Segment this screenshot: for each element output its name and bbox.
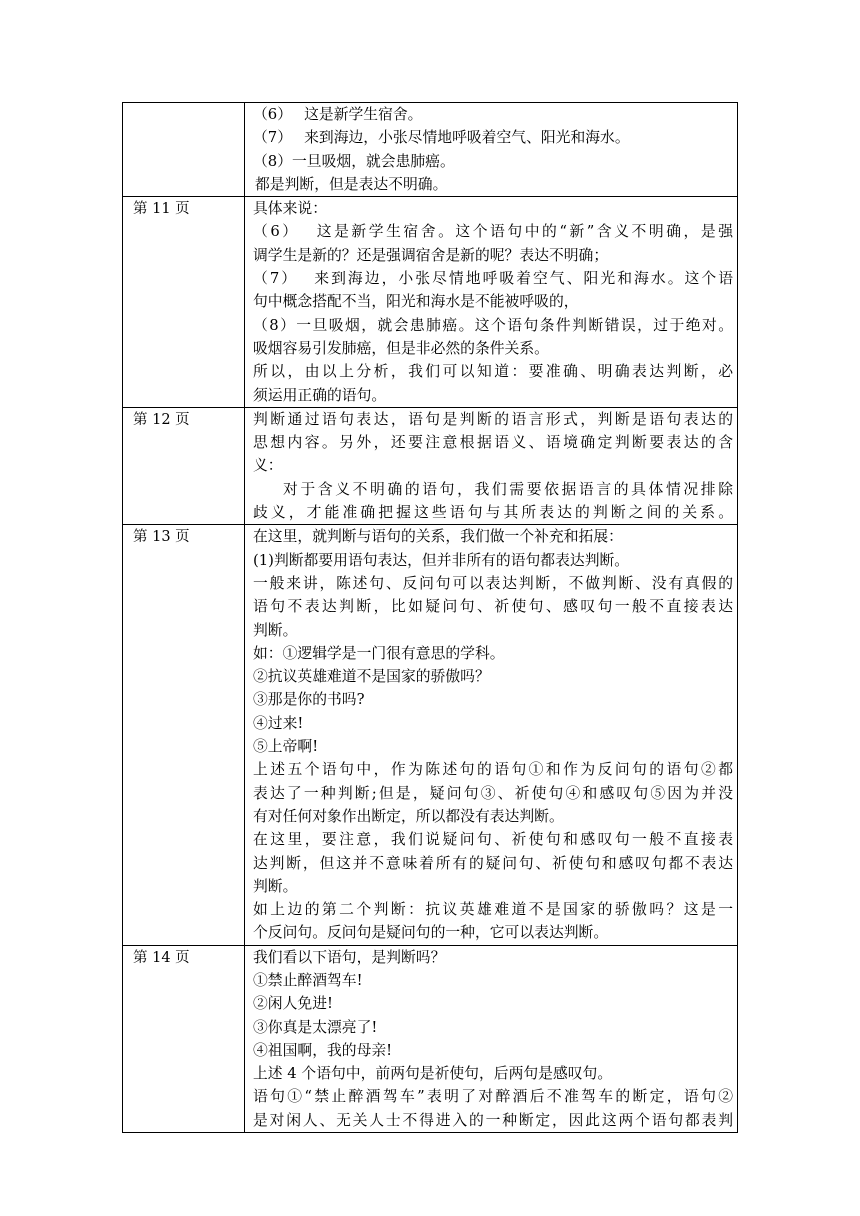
content-line: （7） 来到海边，小张尽情地呼吸着空气、阳光和海水。这个语 — [253, 270, 733, 288]
content-line: ③你真是太漂亮了! — [253, 1018, 378, 1036]
table-row — [123, 407, 738, 524]
content-line: 所以，由以上分析，我们可以知道：要准确、明确表达判断，必 — [253, 363, 733, 381]
content-line: (1)判断都要用语句表达，但并非所有的语句都表达判断。 — [253, 551, 630, 569]
content-cell — [245, 197, 738, 408]
content-line: （8）一旦吸烟，就会患肺癌。 — [253, 152, 455, 170]
content-line: 达判断，但这并不意味着所有的疑问句、祈使句和感叹句都不表达 — [253, 854, 733, 872]
content-line: ③那是你的书吗? — [253, 691, 365, 709]
table-row — [123, 103, 738, 197]
content-line: 句中概念搭配不当，阳光和海水是不能被呼吸的， — [253, 293, 579, 311]
content-line: ④祖国啊，我的母亲! — [253, 1041, 393, 1059]
table-row — [123, 197, 738, 408]
content-line: 判断通过语句表达，语句是判断的语言形式，判断是语句表达的 — [253, 410, 733, 428]
content-cell — [245, 945, 738, 1132]
content-line: ①禁止醉酒驾车! — [253, 971, 363, 989]
content-line: ④过来! — [253, 714, 304, 732]
content-line: 在这里，就判断与语句的关系，我们做一个补充和拓展： — [253, 528, 623, 546]
content-line: ⑤上帝啊! — [253, 738, 319, 756]
page-number-cell: 第 12 页 — [123, 407, 245, 524]
table-row — [123, 525, 738, 945]
content-line: 义： — [253, 457, 283, 475]
content-line: 表达了一种判断;但是，疑问句③、祈使句④和感叹句⑤因为并没 — [253, 784, 733, 802]
content-line: 如上边的第二个判断：抗议英雄难道不是国家的骄傲吗？这是一 — [253, 901, 733, 919]
page-number-cell — [123, 103, 245, 197]
content-line: （7） 来到海边，小张尽情地呼吸着空气、阳光和海水。 — [253, 129, 630, 147]
content-line: 调学生是新的？还是强调宿舍是新的呢？表达不明确； — [253, 246, 609, 264]
content-line: （6） 这是新学生宿舍。 — [253, 106, 423, 123]
content-line: （6） 这是新学生宿舍。这个语句中的“新”含义不明确，是强 — [253, 223, 733, 241]
content-line: ②抗议英雄难道不是国家的骄傲吗？ — [253, 668, 490, 686]
content-line: 上述五个语句中，作为陈述句的语句①和作为反问句的语句②都 — [253, 761, 733, 779]
content-line: 在这里，要注意，我们说疑问句、祈使句和感叹句一般不直接表 — [253, 831, 733, 849]
content-line: 上述 4 个语句中，前两句是祈使句，后两句是感叹句。 — [253, 1065, 613, 1083]
content-line: 是对闲人、无关人士不得进入的一种断定，因此这两个语句都表判 — [253, 1111, 733, 1129]
content-line: 语句①“禁止醉酒驾车”表明了对醉酒后不准驾车的断定，语句② — [253, 1088, 733, 1106]
content-line: 我们看以下语句，是判断吗？ — [253, 948, 446, 966]
content-cell — [245, 525, 738, 945]
content-line: 一般来讲，陈述句、反问句可以表达判断，不做判断、没有真假的 — [253, 574, 733, 592]
content-line: 判断。 — [253, 877, 298, 895]
content-line: 歧义，才能准确把握这些语句与其所表达的判断之间的关系。 — [253, 504, 733, 522]
content-line: 对于含义不明确的语句，我们需要依据语言的具体情况排除 — [283, 480, 733, 498]
lesson-table-body — [123, 103, 738, 1133]
content-line: 都是判断，但是表达不明确。 — [255, 175, 448, 193]
content-cell — [245, 407, 738, 524]
content-line: 判断。 — [253, 621, 298, 639]
content-line: 具体来说： — [253, 200, 327, 218]
page-number-cell: 第 11 页 — [123, 197, 245, 408]
content-line: 须运用正确的语句。 — [253, 386, 387, 404]
table-row — [123, 945, 738, 1132]
content-line: ②闲人免进! — [253, 995, 333, 1013]
content-line: （8）一旦吸烟，就会患肺癌。这个语句条件判断错误，过于绝对。 — [253, 316, 733, 334]
content-line: 思想内容。另外，还要注意根据语义、语境确定判断要表达的含 — [253, 434, 733, 452]
content-line: 如：①逻辑学是一门很有意思的学科。 — [253, 644, 505, 662]
content-line: 个反问句。反问句是疑问句的一种，它可以表达判断。 — [253, 924, 609, 942]
page-number-cell: 第 13 页 — [123, 525, 245, 945]
lesson-table — [122, 102, 738, 1133]
content-cell — [245, 103, 738, 197]
content-line: 语句不表达判断，比如疑问句、祈使句、感叹句一般不直接表达 — [253, 598, 733, 616]
page-number-cell: 第 14 页 — [123, 945, 245, 1132]
content-line: 吸烟容易引发肺癌，但是非必然的条件关系。 — [253, 339, 549, 357]
content-line: 有对任何对象作出断定，所以都没有表达判断。 — [253, 807, 564, 825]
